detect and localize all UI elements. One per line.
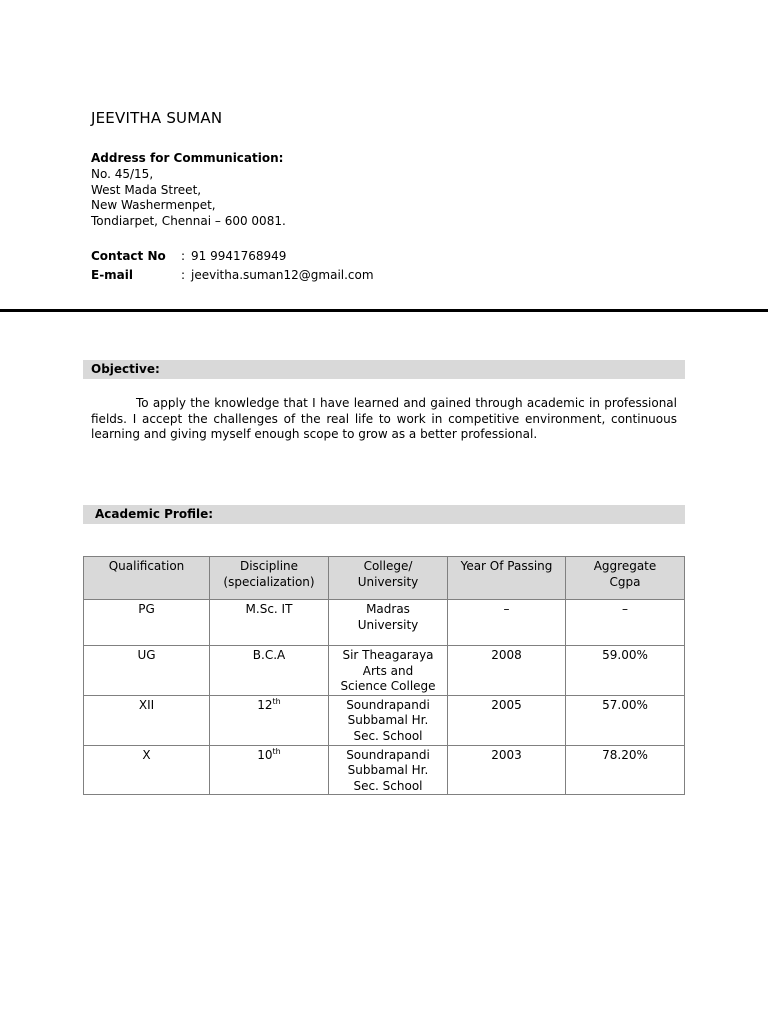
- cell-aggregate: –: [566, 600, 685, 646]
- table-header-row: [84, 557, 685, 600]
- college-line: University: [357, 617, 419, 632]
- table-row: [84, 695, 685, 745]
- address-heading: Address for Communication:: [91, 151, 284, 165]
- academic-table: [83, 556, 685, 795]
- contact-block: [91, 247, 374, 284]
- cell-discipline: [210, 745, 329, 795]
- cell-year: 2008: [448, 646, 566, 696]
- email-separator: :: [181, 267, 186, 282]
- college-line: Soundrapandi: [346, 697, 430, 712]
- table-row: [84, 646, 685, 696]
- column-header-college: [329, 557, 448, 600]
- cell-qualification: PG: [84, 600, 210, 646]
- column-header-year: [448, 557, 566, 600]
- cell-discipline: [210, 695, 329, 745]
- college-line: Madras: [366, 602, 410, 616]
- college-line: Subbamal Hr.: [347, 763, 429, 778]
- column-header-discipline: [210, 557, 329, 600]
- discipline-text: 10: [257, 747, 273, 762]
- cell-college: [329, 600, 448, 646]
- cell-qualification: X: [84, 745, 210, 795]
- college-line: Sir Theagaraya: [342, 648, 434, 662]
- contact-no-label: Contact No: [91, 249, 166, 263]
- header-line: Year Of Passing: [460, 559, 553, 573]
- college-line: Arts and: [362, 663, 414, 678]
- table-row: [84, 745, 685, 795]
- objective-text: To apply the knowledge that I have learned and gained through academic in professional fields. I accept the challenges of the real life to work in competitive environment, continuous learning and giving myself enough scope to grow as a better professional.: [91, 396, 677, 442]
- header-line: Discipline: [239, 559, 299, 573]
- email-row: [91, 266, 374, 285]
- college-line: Soundrapandi: [346, 747, 430, 762]
- cell-college: [329, 695, 448, 745]
- address-block: [91, 151, 286, 230]
- college-line: Sec. School: [353, 778, 423, 793]
- email-value: jeevitha.suman12@gmail.com: [191, 267, 374, 282]
- cell-year: –: [448, 600, 566, 646]
- college-line: Science College: [340, 679, 436, 694]
- cell-college: [329, 745, 448, 795]
- address-line: No. 45/15,: [91, 166, 154, 181]
- cell-college: [329, 646, 448, 696]
- contact-separator: :: [181, 249, 186, 263]
- header-line: Aggregate: [593, 559, 657, 573]
- cell-aggregate: 59.00%: [566, 646, 685, 696]
- discipline-text: 12: [257, 697, 273, 712]
- cell-qualification: UG: [84, 646, 210, 696]
- cell-aggregate: 78.20%: [566, 745, 685, 795]
- address-line: West Mada Street,: [91, 182, 202, 197]
- candidate-name: JEEVITHA SUMAN: [91, 109, 223, 127]
- discipline-superscript: th: [272, 746, 281, 756]
- cell-discipline: [210, 646, 329, 696]
- header-line: College/: [363, 559, 413, 573]
- column-header-aggregate: [566, 557, 685, 600]
- header-line: Qualification: [108, 559, 185, 573]
- college-line: Subbamal Hr.: [347, 713, 429, 728]
- contact-no-value: 91 9941768949: [191, 249, 287, 263]
- cell-discipline: [210, 600, 329, 646]
- cell-year: 2003: [448, 745, 566, 795]
- email-label: E-mail: [91, 267, 134, 282]
- column-header-qualification: [84, 557, 210, 600]
- address-line: New Washermenpet,: [91, 198, 216, 213]
- header-line: (specialization): [223, 574, 315, 589]
- discipline-text: B.C.A: [252, 648, 286, 662]
- address-line: Tondiarpet, Chennai – 600 0081.: [91, 214, 286, 229]
- header-line: Cgpa: [609, 574, 641, 589]
- cell-year: 2005: [448, 695, 566, 745]
- discipline-text: M.Sc. IT: [245, 602, 293, 616]
- college-line: Sec. School: [353, 728, 423, 743]
- discipline-superscript: th: [272, 696, 281, 706]
- contact-no-row: [91, 247, 374, 266]
- cell-qualification: XII: [84, 695, 210, 745]
- header-line: University: [357, 574, 419, 589]
- horizontal-rule: [0, 309, 768, 312]
- table-row: [84, 600, 685, 646]
- academic-profile-heading: Academic Profile:: [83, 505, 685, 524]
- objective-heading: Objective:: [83, 360, 685, 379]
- cell-aggregate: 57.00%: [566, 695, 685, 745]
